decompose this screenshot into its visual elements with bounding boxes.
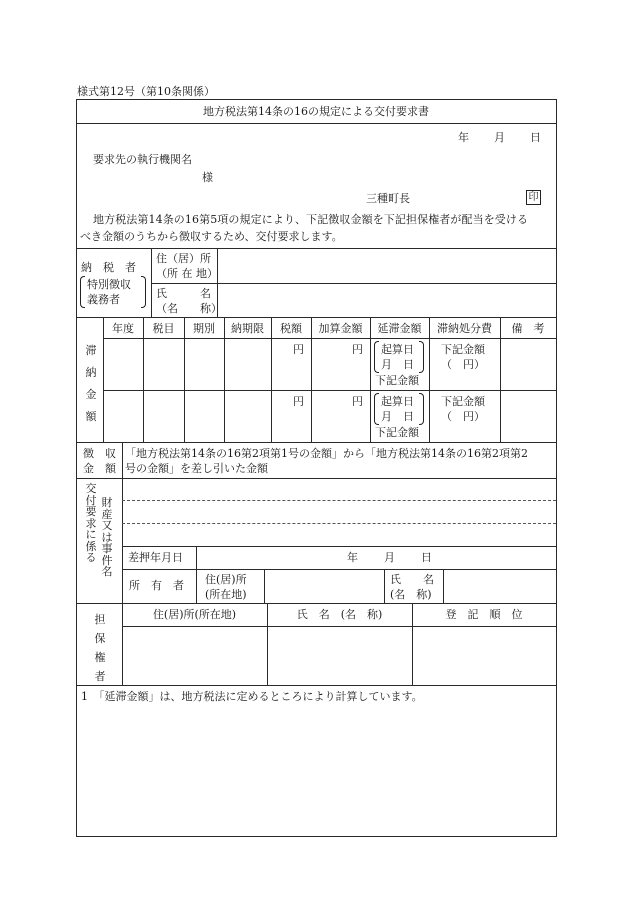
late-fee-date-1: 月 日 [381,358,414,371]
owner-label: 所 有 者 [129,579,184,592]
date-month: 月 [494,131,505,144]
col-header-surcharge: 加算金額 [318,322,363,335]
footnote: 1 「延滞金額」は、地方税法に定めるところにより計算しています。 [81,690,423,703]
collection-text-1: 「地方税法第14条の16第2項第1号の金額」から「地方税法第14条の16第2項第2 [125,447,528,460]
disposal-yen-2: （ 円） [441,410,485,423]
late-fee-amount-2: 下記金額 [375,426,419,439]
secured-col-address: 住(居)所(所在地) [152,608,237,621]
owner-address-label-1: 住(居)所 [205,573,247,586]
recipient-honorific: 様 [202,171,213,184]
sender-name: 三種町長 [366,192,410,205]
seal-mark: 印 [526,190,541,205]
taxpayer-label: 納 税 者 [81,261,136,274]
secured-col-name: 氏 名 (名 称) [296,608,383,621]
form-title: 地方税法第14条の16の規定による交付要求書 [203,105,429,118]
statement-line-2: べき金額のうちから徴収するため、交付要求します。 [80,230,343,243]
late-fee-date-2: 月 日 [381,410,414,423]
yen-tax-2: 円 [293,395,304,408]
property-label-col-2: 財 産 又 は 事 件 名 [101,496,113,579]
col-header-tax-amount: 税額 [280,322,302,335]
col-header-late-fee: 延滞金額 [377,322,422,335]
taxpayer-sub-2: 義務者 [87,293,120,306]
secured-col-rank: 登 記 順 位 [445,608,523,621]
owner-name-label-1: 氏 名 [390,573,434,586]
collection-text-2: 号の金額」を差し引いた金額 [125,462,268,475]
seizure-day: 日 [421,551,432,564]
yen-tax-1: 円 [293,343,304,356]
date-year: 年 [458,131,469,144]
yen-surcharge-1: 円 [352,343,363,356]
property-dashed-line-1 [122,500,556,501]
owner-address-label-2: (所在地) [205,588,247,601]
late-fee-start-1: 起算日 [381,343,414,356]
col-header-remarks: 備 考 [511,322,545,335]
seizure-month: 月 [384,551,395,564]
name-label-2: （名 称） [156,302,222,315]
arrears-side-label: 滞 納 金 額 [85,344,97,423]
late-fee-start-2: 起算日 [381,395,414,408]
late-fee-amount-1: 下記金額 [375,374,419,387]
col-header-year: 年度 [112,322,134,335]
form-number: 様式第12号（第10条関係） [77,85,215,98]
col-header-disposal-cost: 滞納処分費 [437,322,492,335]
seizure-date-label: 差押年月日 [128,551,183,564]
property-dashed-line-2 [122,523,556,524]
recipient-label: 要求先の執行機関名 [93,153,192,166]
col-header-period: 期別 [193,322,215,335]
disposal-amount-2: 下記金額 [441,395,485,408]
date-day: 日 [530,131,541,144]
collection-label-2: 金 額 [83,462,116,475]
col-header-tax-item: 税目 [152,322,175,335]
secured-side-label: 担 保 権 者 [94,613,106,683]
property-label-col-1: 交 付 要 求 に 係 る [85,482,97,565]
name-label-1: 氏 名 [156,287,211,300]
col-header-deadline: 納期限 [231,322,264,335]
seizure-year: 年 [347,551,358,564]
yen-surcharge-2: 円 [352,395,363,408]
owner-name-label-2: (名 称) [390,588,432,601]
disposal-yen-1: （ 円） [441,358,485,371]
taxpayer-sub-1: 特別徴収 [87,278,131,291]
disposal-amount-1: 下記金額 [441,343,485,356]
statement-line-1: 地方税法第14条の16第5項の規定により、下記徴収金額を下記担保権者が配当を受ける [93,213,529,226]
address-label-1: 住（居）所 [156,252,211,265]
address-label-2: （所 在 地） [156,267,218,280]
collection-label-1: 徴 収 [83,447,116,460]
